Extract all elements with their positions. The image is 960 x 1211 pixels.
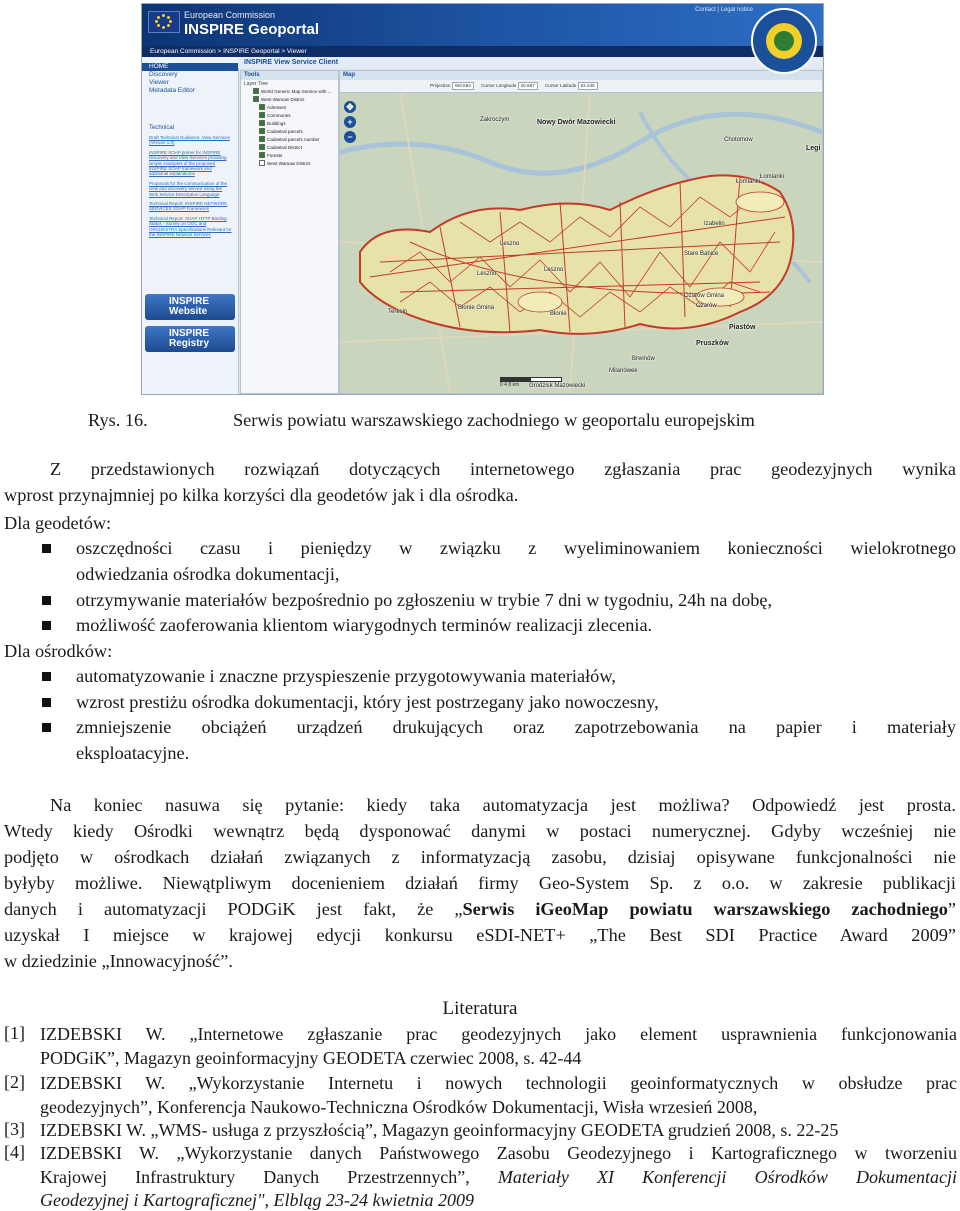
bullet-icon (42, 544, 51, 553)
layer-checkbox[interactable] (259, 144, 265, 150)
nav-link[interactable]: Proposals for the communication of the view and discovery service using the Web Service Description Language (149, 180, 228, 197)
header-portal-title: INSPIRE Geoportal (184, 21, 320, 38)
ref-italic: Geodezyjnej i Kartograficznej", Elbląg 23-24 kwietnia 2009 (40, 1190, 475, 1210)
map-label: Leszno (500, 241, 520, 247)
conclusion-line: Na koniec nasuwa się pytanie: kiedy taka automatyzacja jest możliwa? Odpowiedź jest prosta. (50, 795, 956, 815)
layer-item[interactable]: Communes (241, 112, 338, 120)
map-label: Łomianki (736, 179, 761, 185)
scale-labels: 0 4 8 km (500, 382, 520, 388)
zoom-control[interactable] (344, 101, 356, 146)
layer-checkbox[interactable] (259, 104, 265, 110)
map-label: Izabelin (704, 221, 725, 227)
map-label: Milanówek (609, 368, 638, 374)
conclusion-line: uzyskał I miejsce w krajowej edycji konkursu eSDI-NET+ „The Best SDI Practice Award 2009” (4, 925, 956, 945)
centre-benefit: automatyzowanie i znaczne przyspieszenie przygotowywania materiałów, (76, 666, 616, 686)
map-label: Pruszków (696, 340, 729, 347)
nav-home[interactable]: HOME (142, 63, 238, 71)
cursor-longitude-field: 20.687 (518, 82, 538, 90)
tools-panel-title: Tools (241, 71, 338, 80)
conclusion-line: w dziedzinie „Innowacyjność”. (4, 951, 233, 971)
map-label: Chotomow (724, 137, 753, 143)
literature-heading: Literatura (442, 998, 518, 1019)
nav-link[interactable]: INSPIRE SOAP primer for INSPIRE Discovery and View Services providing simple examples of the proposed INSPIRE SOAP framework and additional explanations (149, 149, 227, 177)
geoportal-screenshot (141, 3, 824, 395)
ref-number: [4] (4, 1142, 25, 1162)
ref-number: [3] (4, 1119, 25, 1139)
ec-header-bar (142, 4, 823, 46)
tools-panel (240, 70, 339, 394)
ref-line (40, 1189, 957, 1211)
cursor-longitude-label: Cursor Longitude (481, 83, 517, 88)
layer-checkbox[interactable] (259, 160, 265, 166)
map-label: Błonie (550, 311, 567, 317)
cursor-latitude-label: Cursor Latitude (544, 83, 577, 88)
figure-caption: Serwis powiatu warszawskiego zachodniego w geoportalu europejskim (233, 410, 755, 430)
ref-line: geodezyjnych”, Konferencja Naukowo-Techniczna Ośrodków Dokumentacji, Wisła wrzesień 2008, (40, 1097, 758, 1117)
layer-item[interactable]: West Warsaw District (241, 160, 338, 168)
figure-number: Rys. 16. (88, 410, 148, 430)
layer-tree-label: Layer Tree (244, 81, 268, 87)
pan-icon[interactable]: ✥ (344, 101, 356, 113)
ref-line: PODGiK”, Magazyn geoinformacyjny GEODETA czerwiec 2008, s. 42-44 (40, 1048, 582, 1068)
ref-line: IZDEBSKI W. „Wykorzystanie Internetu i nowych technologii geoinformatycznych w obsłudze prac (40, 1073, 957, 1093)
layer-item[interactable]: Cadastral parcels (241, 128, 338, 136)
surveyor-benefit: otrzymywanie materiałów bezpośrednio po zgłoszeniu w trybie 7 dni w tygodniu, 24h na dobę, (76, 590, 773, 610)
layer-item[interactable]: Buildings (241, 120, 338, 128)
surveyors-heading: Dla geodetów: (4, 513, 112, 533)
zoom-out-icon[interactable]: − (344, 131, 356, 143)
nav-link[interactable]: Technical Report: INSPIRE NETWORK SERVICES SOAP Framework (149, 201, 228, 212)
ref-number: [2] (4, 1072, 25, 1092)
layer-item[interactable]: West Warsaw District (241, 96, 338, 104)
nav-link[interactable]: Technical Report: SOAP HTTP Binding Status - Survey on OGC and ORCHESTRA Specifications Relevant for the INSPIRE Network Services (149, 215, 232, 238)
map-label: Stare Babice (684, 251, 719, 257)
conclusion-line: podjęto w ośrodkach działań związanych z informatyzacją zasobu, dzisiaj opisywane funkcjonalności nie (4, 847, 956, 867)
layer-checkbox[interactable] (253, 88, 259, 94)
promo-registry-line1: INSPIRE (169, 328, 210, 339)
inspire-logo (751, 8, 817, 74)
nav-technical-heading: Technical (149, 125, 175, 131)
eu-flag-logo (148, 11, 180, 33)
map-label: Leszno (477, 271, 497, 277)
map-label: Piastów (729, 324, 756, 331)
bullet-icon (42, 723, 51, 732)
intro-line: Z przedstawionych rozwiązań dotyczących internetowego zgłaszania prac geodezyjnych wynika (50, 459, 956, 479)
inspire-website-button[interactable] (145, 294, 235, 320)
map-label: Ożarów (696, 303, 717, 309)
cursor-latitude-field: 52.248 (578, 82, 598, 90)
layer-checkbox[interactable] (259, 136, 265, 142)
surveyor-benefit-cont: odwiedzania ośrodka dokumentacji, (76, 564, 340, 584)
ref-line: Krajowej Infrastruktury Danych Przestrzennych”, Materiały XI Konferencji Ośrodków Dokumentacji (40, 1167, 958, 1187)
ref-line: IZDEBSKI W. „Wykorzystanie danych Państwowego Zasobu Geodezyjnego i Kartograficznego w tworzeniu (40, 1143, 957, 1163)
nav-viewer[interactable]: Viewer (149, 79, 169, 86)
conclusion-line: byłyby możliwe. Niewątpliwym docenieniem działań firmy Geo-System Sp. z o.o. w zakresie publikacji (4, 873, 956, 893)
bullet-icon (42, 596, 51, 605)
centres-heading: Dla ośrodków: (4, 641, 113, 661)
layer-item[interactable]: Adresses (241, 104, 338, 112)
layer-checkbox[interactable] (259, 128, 265, 134)
ref-line: IZDEBSKI W. „Internetowe zgłaszanie prac geodezyjnych jako element usprawnienia funkcjonowania (40, 1024, 957, 1044)
map-toolbar (340, 80, 822, 93)
layer-checkbox[interactable] (253, 96, 259, 102)
map-label: Legi (806, 145, 821, 152)
centre-benefit: zmniejszenie obciążeń urządzeń drukujących oraz zapotrzebowania na papier i materiały (76, 717, 956, 737)
map-label: Błonie Gmina (458, 305, 495, 311)
map-label: Teresin (388, 309, 408, 315)
centre-benefit-cont: eksploatacyjne. (76, 743, 190, 763)
promo-registry-line2: Registry (169, 338, 210, 349)
layer-checkbox[interactable] (259, 120, 265, 126)
layer-item[interactable]: World Generic Map Service with ... (241, 88, 338, 96)
ref-line: IZDEBSKI W. „WMS- usługa z przyszłością”, Magazyn geoinformacyjny GEODETA grudzień 2008, s. 22-25 (40, 1120, 839, 1140)
map-label: Łomianki (760, 174, 785, 180)
viewer-title: INSPIRE View Service Client (238, 57, 823, 68)
centre-benefit: wzrost prestiżu ośrodka dokumentacji, który jest postrzegany jako nowoczesny, (76, 692, 659, 712)
nav-link[interactable]: Draft Technical Guidance: View Services (Version 1.0) (149, 135, 230, 146)
inspire-registry-button[interactable] (145, 326, 235, 352)
bullet-icon (42, 672, 51, 681)
layer-checkbox[interactable] (259, 152, 265, 158)
projection-field[interactable]: WGS84 (452, 82, 474, 90)
award-project-name: Serwis iGeoMap powiatu warszawskiego zachodniego (462, 899, 948, 919)
ref-number: [1] (4, 1023, 25, 1043)
layer-item[interactable]: Forests (241, 152, 338, 160)
surveyor-benefit: możliwość zaoferowania klientom wiarygodnych terminów realizacji zlecenia. (76, 615, 653, 635)
header-links[interactable]: Contact | Legal notice (695, 7, 753, 13)
conclusion-line-award: danych i automatyzacji PODGiK jest fakt, że „Serwis iGeoMap powiatu warszawskiego zachodniego” (4, 899, 956, 919)
layer-checkbox[interactable] (259, 112, 265, 118)
map-label: Nowy Dwór Mazowiecki (537, 119, 616, 126)
header-org: European Commission (184, 10, 276, 20)
breadcrumb: European Commission > INSPIRE Geoportal > Viewer (142, 46, 823, 57)
bullet-icon (42, 698, 51, 707)
map-label: Ożarów Gmina (684, 293, 725, 299)
map-label: Leszno (544, 267, 564, 273)
conclusion-line: Wtedy kiedy Ośrodki wewnątrz będą dysponować danymi w postaci numerycznej. Gdyby wcześniej nie (4, 821, 956, 841)
promo-website-line1: INSPIRE (169, 296, 210, 307)
layer-item[interactable]: Cadastral District (241, 144, 338, 152)
map-label: Grodzisk Mazowiecki (529, 383, 586, 389)
ref-italic: Materiały XI Konferencji Ośrodków Dokumentacji (497, 1167, 958, 1187)
surveyor-benefit: oszczędności czasu i pieniędzy w związku z wyeliminowaniem konieczności wielokrotnego (76, 538, 956, 558)
map-label: Brwinów (632, 356, 655, 362)
zoom-in-icon[interactable]: + (344, 116, 356, 128)
scale-bar (500, 377, 562, 388)
promo-website-line2: Website (169, 306, 208, 317)
nav-discovery[interactable]: Discovery (149, 71, 178, 78)
bullet-icon (42, 621, 51, 630)
map-label: Zakroczym (480, 117, 510, 123)
map-panel-title: Map (340, 71, 822, 80)
layer-item[interactable]: Cadastral parcels number (241, 136, 338, 144)
nav-metadata-editor[interactable]: Metadata Editor (149, 87, 195, 94)
map-panel[interactable] (339, 70, 823, 394)
projection-label: Projection (430, 83, 451, 88)
intro-line: wprost przynajmniej po kilka korzyści dla geodetów jak i dla ośrodka. (4, 485, 519, 505)
